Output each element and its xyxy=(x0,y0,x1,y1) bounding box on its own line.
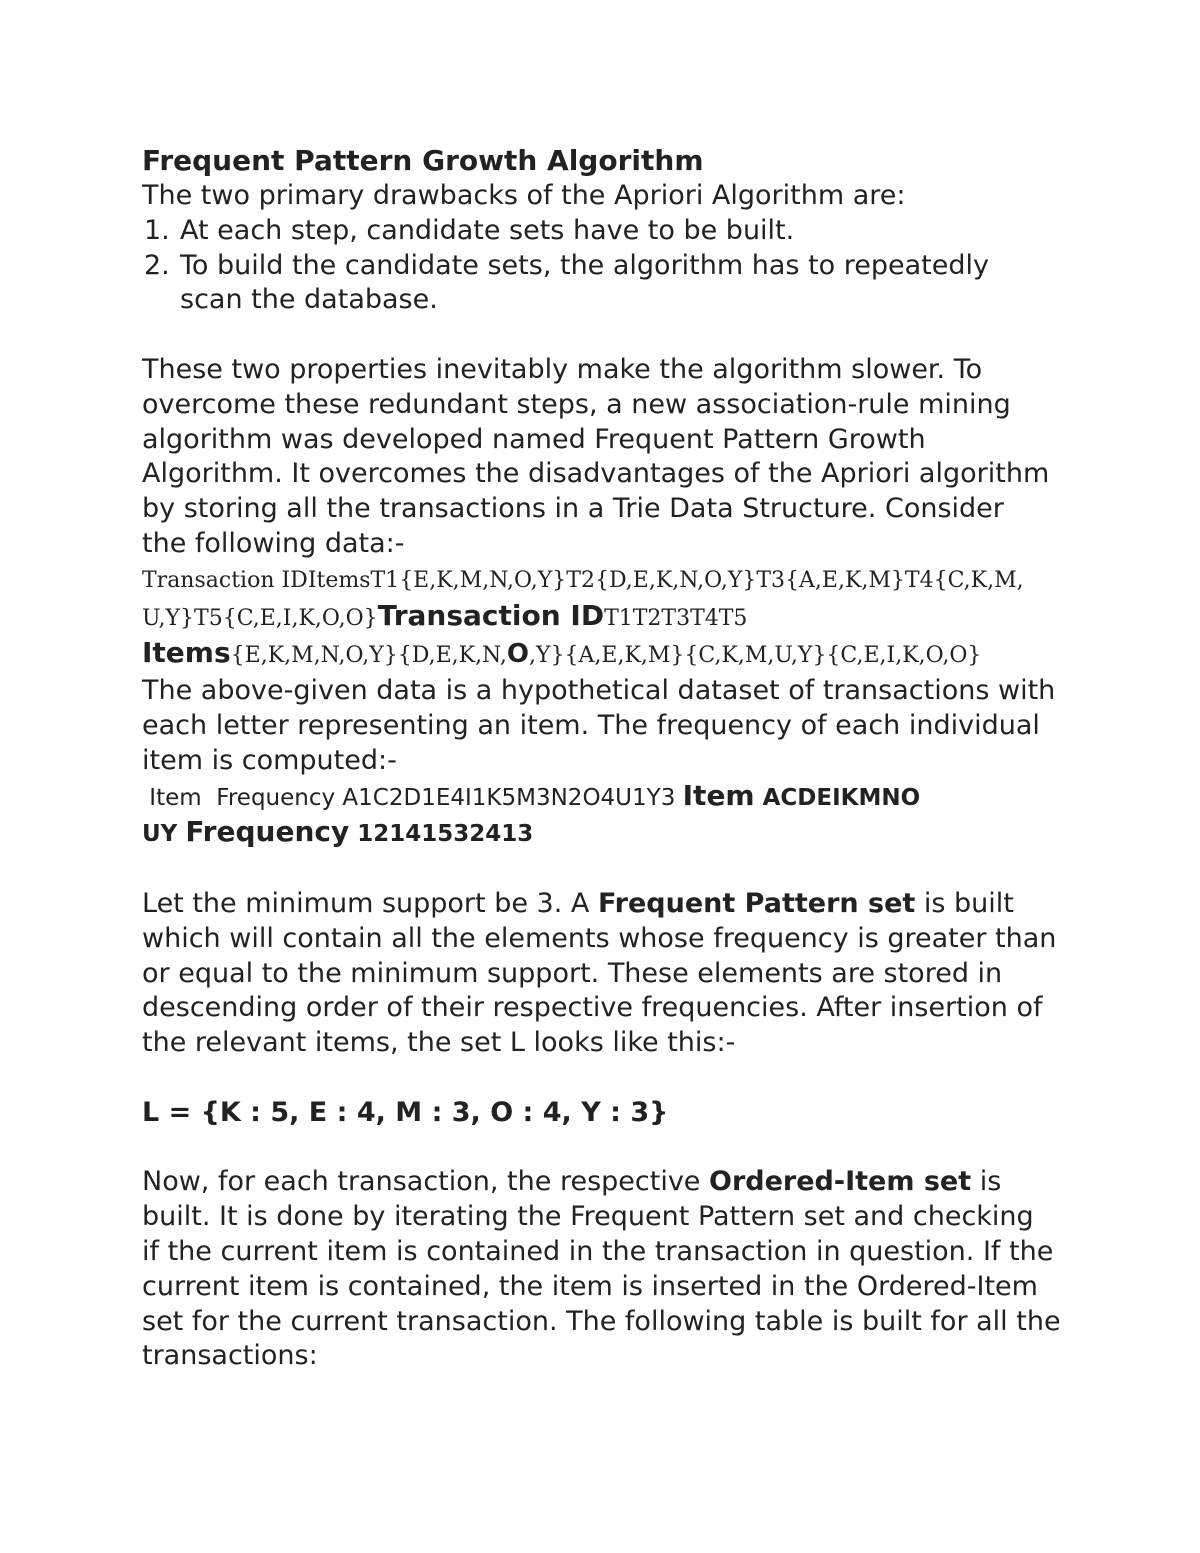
paragraph-line: built. It is done by iterating the Frequent Pattern set and checking xyxy=(142,1201,1034,1233)
items-label: Items xyxy=(142,636,231,670)
paragraph-line: item is computed:- xyxy=(142,744,397,776)
paragraph-line: The above-given data is a hypothetical dataset of transactions with xyxy=(142,675,1056,707)
list-item xyxy=(142,249,1062,319)
paragraph-min-support xyxy=(142,887,1062,1061)
paragraph-line: current item is contained, the item is inserted in the Ordered-Item xyxy=(142,1270,1038,1302)
paragraph-line: the relevant items, the set L looks like this:- xyxy=(142,1027,736,1059)
frequency-numbers: 12141532413 xyxy=(349,821,534,848)
paragraph-line: if the current item is contained in the transaction in question. If the xyxy=(142,1235,1054,1267)
transaction-line xyxy=(142,562,1062,599)
paragraph-text: is xyxy=(971,1166,1002,1198)
intro-text: The two primary drawbacks of the Apriori Algorithm are: xyxy=(142,180,906,211)
items-text: {E,K,M,N,O,Y}{D,E,K,N, xyxy=(230,643,507,669)
paragraph-frequency xyxy=(142,674,1062,778)
spacer xyxy=(142,1131,1062,1166)
transaction-line xyxy=(142,599,1062,637)
transaction-text: Transaction IDItemsT1{E,K,M,N,O,Y}T2{D,E,K,N,O,Y}T3{A,E,K,M}T4{C,K,M, xyxy=(142,567,1024,593)
paragraph-ordered-item-set xyxy=(142,1165,1062,1374)
frequent-pattern-set-term: Frequent Pattern set xyxy=(597,887,916,919)
transaction-id-label: Transaction ID xyxy=(377,598,605,632)
spacer xyxy=(142,852,1062,887)
paragraph-line: transactions: xyxy=(142,1340,318,1372)
transaction-data xyxy=(142,562,1062,674)
spacer xyxy=(142,318,1062,353)
list-item xyxy=(142,214,1062,249)
frequency-line xyxy=(142,779,1062,816)
paragraph-line: which will contain all the elements whose frequency is greater than xyxy=(142,922,1057,954)
paragraph-text: Now, for each transaction, the respective xyxy=(142,1166,709,1198)
paragraph-line: algorithm was developed named Frequent Pattern Growth xyxy=(142,423,926,455)
paragraph-line: by storing all the transactions in a Trie Data Structure. Consider xyxy=(142,493,1004,525)
frequency-values: A1C2D1E4I1K5M3N2O4U1Y3 xyxy=(342,784,683,811)
list-item-text: scan the database. xyxy=(180,284,438,316)
set-l: L = {K : 5, E : 4, M : 3, O : 4, Y : 3} xyxy=(142,1096,669,1128)
item-letters: UY xyxy=(142,821,186,848)
frequency-line xyxy=(142,815,1062,852)
ordered-item-set-term: Ordered-Item set xyxy=(709,1166,972,1198)
spacer xyxy=(142,1061,1062,1096)
list-item-text: To build the candidate sets, the algorithm has to repeatedly xyxy=(180,249,989,281)
document-page xyxy=(142,143,1062,1374)
frequency-header: Item Frequency xyxy=(142,784,343,811)
drawbacks-list xyxy=(142,214,1062,318)
list-number: 2. xyxy=(144,249,170,281)
transaction-line xyxy=(142,636,1062,674)
item-label: Item xyxy=(682,778,755,812)
list-item-text: At each step, candidate sets have to be built. xyxy=(180,214,795,246)
paragraph-line: or equal to the minimum support. These elements are stored in xyxy=(142,957,1003,989)
items-text: ,Y}{A,E,K,M}{C,K,M,U,Y}{C,E,I,K,O,O} xyxy=(529,643,982,669)
transaction-text: U,Y}T5{C,E,I,K,O,O} xyxy=(142,605,378,631)
transaction-ids: T1T2T3T4T5 xyxy=(604,605,748,631)
paragraph-text: Let the minimum support be 3. A xyxy=(142,887,598,919)
list-number: 1. xyxy=(144,214,170,246)
paragraph-line: Algorithm. It overcomes the disadvantages of the Apriori algorithm xyxy=(142,458,1050,490)
frequency-data xyxy=(142,779,1062,853)
paragraph-intro-fp xyxy=(142,353,1062,562)
frequency-label: Frequency xyxy=(185,815,350,849)
items-text-o: O xyxy=(506,639,530,670)
paragraph-line xyxy=(142,1165,1062,1200)
paragraph-line: These two properties inevitably make the algorithm slower. To xyxy=(142,353,983,385)
paragraph-line: descending order of their respective frequencies. After insertion of xyxy=(142,992,1043,1024)
paragraph-line xyxy=(142,887,1062,922)
document-title: Frequent Pattern Growth Algorithm xyxy=(142,144,704,177)
paragraph-line: set for the current transaction. The following table is built for all the xyxy=(142,1305,1061,1337)
paragraph-line: the following data:- xyxy=(142,527,405,559)
paragraph-line: overcome these redundant steps, a new association-rule mining xyxy=(142,388,1011,420)
paragraph-line: each letter representing an item. The frequency of each individual xyxy=(142,709,1040,741)
paragraph-text: is built xyxy=(915,887,1014,919)
item-letters: ACDEIKMNO xyxy=(754,784,921,811)
